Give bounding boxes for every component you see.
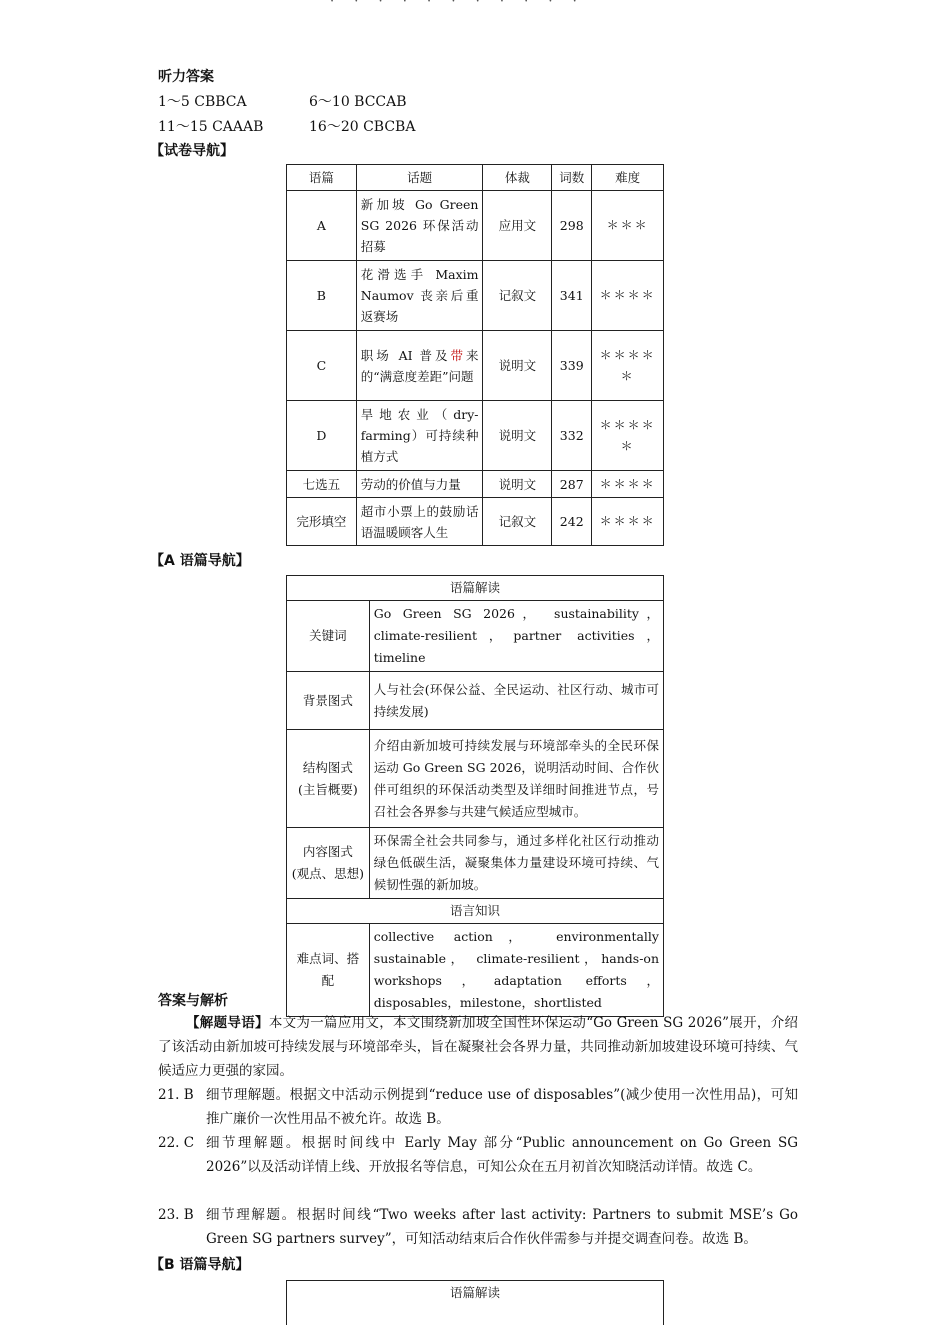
question-number: 21. B [158, 1087, 194, 1103]
question-number: 22. C [158, 1135, 195, 1151]
passage-b-table [286, 1280, 664, 1325]
section-cell: B [287, 261, 357, 331]
row-label: 背景图式 [287, 672, 370, 730]
header-cell: 词数 [552, 165, 592, 191]
row-label: 关键词 [287, 601, 370, 672]
table-row [287, 672, 664, 730]
difficulty-stars: ＊＊＊＊ [592, 261, 664, 331]
difficulty-stars: ＊＊＊＊ [592, 471, 664, 498]
words-cell: 332 [552, 401, 592, 471]
difficulty-stars: ＊＊＊＊＊ [592, 401, 664, 471]
listening-answer-6-10: 6～10 BCCAB [309, 94, 407, 110]
passage-b-nav-heading: 【B 语篇导航】 [150, 1257, 250, 1273]
solution-guide-text: 本文为一篇应用文，本文围绕新加坡全国性环保运动“Go Green SG 2026”展开，介绍了该活动由新加坡可持续发展与环境部牵头，旨在凝聚社会各界力量，共同推动新加坡建设环境可持续、气候适应力更强的家园。 [158, 1015, 799, 1079]
section-cell: 七选五 [287, 471, 357, 498]
listening-answer-11-15: 11～15 CAAAB [158, 119, 264, 135]
passage-reading-header: 语篇解读 [287, 1281, 664, 1326]
solution-guide-label: 【解题导语】 [186, 1015, 269, 1031]
table-header-row [287, 165, 664, 191]
table-row [287, 401, 664, 471]
genre-cell: 应用文 [483, 191, 552, 261]
answers-heading: 答案与解析 [158, 993, 228, 1009]
question-explanation: 细节理解题。根据文中活动示例提到“reduce use of disposables”(减少使用一次性用品)，可知推广廉价一次性用品不被允许。故选 B。 [206, 1087, 798, 1127]
difficulty-stars: ＊＊＊＊ [592, 498, 664, 546]
words-cell: 287 [552, 471, 592, 498]
table-row [287, 828, 664, 899]
topic-text: 来的“满意度差距”问题 [360, 347, 479, 384]
row-content: 介绍由新加坡可持续发展与环境部牵头的全民环保运动 Go Green SG 2026，说明活动时间、合作伙伴可组织的环保活动类型及详细时间推进节点，号召社会各界参与共建气候适应型城市。 [369, 730, 663, 828]
listening-answer-1-5: 1～5 CBBCA [158, 94, 247, 110]
paper-nav-heading: 【试卷导航】 [150, 143, 234, 159]
header-cell: 语篇 [287, 165, 357, 191]
row-content: 环保需全社会共同参与，通过多样化社区行动推动绿色低碳生活，凝聚集体力量建设环境可持续、气候韧性强的新加坡。 [369, 828, 663, 899]
row-content: collective action， environmentally sustainable， climate-resilient，hands-on workshops，adaptation efforts，disposables，milestone，shortlisted [369, 924, 663, 1017]
table-header-row [287, 1281, 664, 1326]
table-row [287, 730, 664, 828]
words-cell: 298 [552, 191, 592, 261]
table-row [287, 331, 664, 401]
paper-nav-table [286, 164, 664, 546]
header-cell: 体裁 [483, 165, 552, 191]
topic-cell: 旱地农业（dry-farming）可持续种植方式 [356, 401, 483, 471]
difficulty-stars: ＊＊＊＊＊ [592, 331, 664, 401]
table-row [287, 498, 664, 546]
topic-text: 职场 AI 普及 [360, 347, 451, 363]
words-cell: 341 [552, 261, 592, 331]
topic-highlight: 带 [450, 347, 466, 363]
topic-cell: 新加坡 Go Green SG 2026 环保活动招募 [356, 191, 483, 261]
passage-a-table [286, 575, 664, 1017]
question-number: 23. B [158, 1207, 194, 1223]
table-header-row [287, 576, 664, 601]
table-row [287, 601, 664, 672]
listening-heading: 听力答案 [158, 69, 214, 85]
section-cell: A [287, 191, 357, 261]
words-cell: 242 [552, 498, 592, 546]
row-content: Go Green SG 2026， sustainability， climate-resilient，partner activities，timeline [369, 601, 663, 672]
genre-cell: 记叙文 [483, 498, 552, 546]
top-header-fragment: · · · · · · · · · · · [330, 0, 585, 9]
question-21 [158, 1083, 798, 1131]
header-cell: 难度 [592, 165, 664, 191]
table-row [287, 924, 664, 1017]
topic-cell: 花滑选手 Maxim Naumov 丧亲后重返赛场 [356, 261, 483, 331]
table-header-row [287, 899, 664, 924]
language-knowledge-header: 语言知识 [287, 899, 664, 924]
genre-cell: 说明文 [483, 331, 552, 401]
topic-cell: 超市小票上的鼓励话语温暖顾客人生 [356, 498, 483, 546]
question-23 [158, 1203, 798, 1251]
question-explanation: 细节理解题。根据时间线“Two weeks after last activity: Partners to submit MSE’s Go Green SG partners survey”，可知活动结束后合作伙伴需参与并提交调查问卷。故选 B。 [206, 1207, 798, 1247]
row-label: 难点词、搭配 [287, 924, 370, 1017]
table-row [287, 471, 664, 498]
solution-guide [158, 1011, 798, 1083]
table-row [287, 191, 664, 261]
question-22 [158, 1131, 798, 1179]
section-cell: D [287, 401, 357, 471]
table-row [287, 261, 664, 331]
genre-cell: 说明文 [483, 401, 552, 471]
topic-cell [356, 331, 483, 401]
passage-reading-header: 语篇解读 [287, 576, 664, 601]
section-cell: 完形填空 [287, 498, 357, 546]
passage-a-nav-heading: 【A 语篇导航】 [150, 553, 250, 569]
topic-cell: 劳动的价值与力量 [356, 471, 483, 498]
difficulty-stars: ＊＊＊ [592, 191, 664, 261]
words-cell: 339 [552, 331, 592, 401]
question-explanation: 细节理解题。根据时间线中 Early May 部分“Public announcement on Go Green SG 2026”以及活动详情上线、开放报名等信息，可知公众在五月初首次知晓活动详情。故选 C。 [206, 1135, 798, 1175]
row-content: 人与社会(环保公益、全民运动、社区行动、城市可持续发展) [369, 672, 663, 730]
genre-cell: 说明文 [483, 471, 552, 498]
row-label: 内容图式 (观点、思想) [287, 828, 370, 899]
genre-cell: 记叙文 [483, 261, 552, 331]
header-cell: 话题 [356, 165, 483, 191]
row-label: 结构图式 (主旨概要) [287, 730, 370, 828]
section-cell: C [287, 331, 357, 401]
listening-answer-16-20: 16～20 CBCBA [309, 119, 416, 135]
